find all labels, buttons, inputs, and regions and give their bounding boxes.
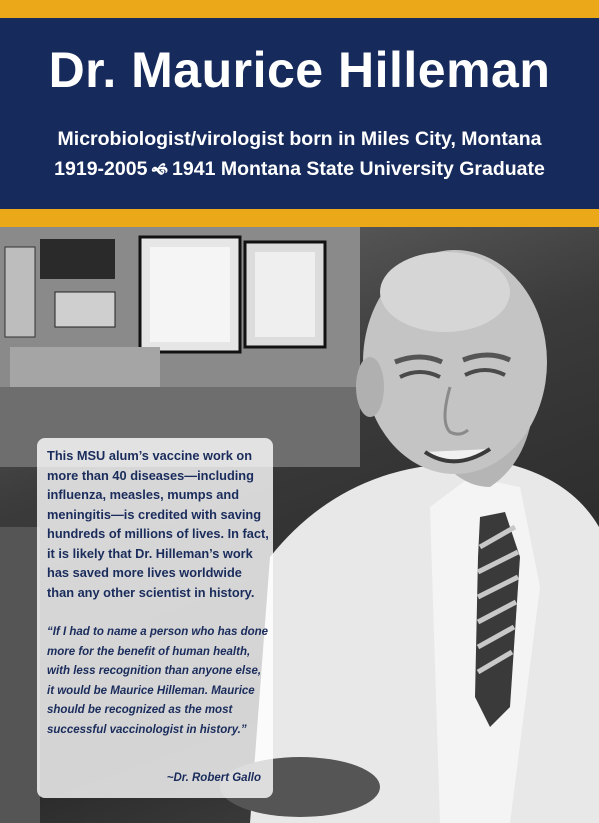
- lab-machine-left: [0, 527, 40, 823]
- bottom-gold-stripe: [0, 209, 599, 227]
- bio-text: This MSU alum’s vaccine work on more than 40 diseases—including influenza, measles, mumps and meningitis—is credited with saving hundreds of millions of lives. In fact, it is likely that Dr. Hilleman’s work has saved more lives worldwide than any other scientist in history.: [47, 448, 269, 600]
- page-title: Dr. Maurice Hilleman: [48, 42, 551, 98]
- lab-switches: [10, 347, 160, 387]
- lab-chart-paper-2: [255, 252, 315, 337]
- ear: [356, 357, 384, 417]
- subtitle-line-2: [0, 154, 599, 186]
- info-box: [37, 438, 273, 798]
- subtitle-years: 1919-2005: [54, 158, 148, 180]
- lab-display: [40, 239, 115, 279]
- subtitle: [0, 124, 599, 186]
- top-gold-stripe: [0, 0, 599, 18]
- forehead-highlight: [380, 252, 510, 332]
- subtitle-line-1: Microbiologist/virologist born in Miles City, Montana: [57, 128, 542, 150]
- quote-attribution: ~Dr. Robert Gallo: [166, 772, 261, 784]
- leaf-separator-icon: 🙜: [151, 161, 169, 178]
- subtitle-graduate: 1941 Montana State University Graduate: [172, 158, 545, 180]
- lab-gauge: [5, 247, 35, 337]
- quote-text: “If I had to name a person who has done more for the benefit of human health, with less recognition than anyone else, it would be Maurice Hilleman. Maurice should be recognized as the most successful vaccinologist in history.”: [47, 626, 269, 736]
- lab-chart-paper-1: [150, 247, 230, 342]
- header-banner: [0, 18, 599, 209]
- lab-meter: [55, 292, 115, 327]
